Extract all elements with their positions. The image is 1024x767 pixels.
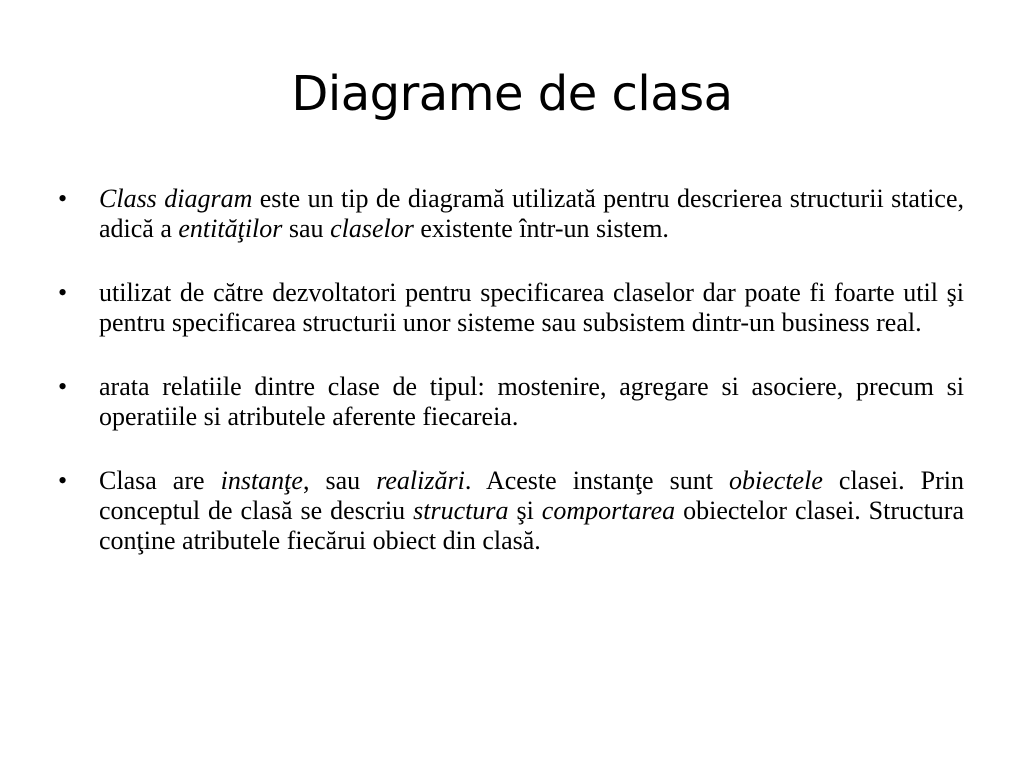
text-run: Clasa are bbox=[99, 466, 221, 495]
emphasized-term: claselor bbox=[330, 214, 414, 243]
bullet-item bbox=[58, 466, 964, 556]
bullet-text bbox=[99, 184, 964, 244]
text-run: obiectelor clasei. Structura conţine atributele fiecărui obiect din clasă. bbox=[99, 496, 964, 555]
slide-title: Diagrame de clasa bbox=[291, 66, 733, 122]
emphasized-term: comportarea bbox=[541, 496, 676, 525]
emphasized-term: structura bbox=[413, 496, 509, 525]
text-run: , sau bbox=[302, 466, 377, 495]
bullet-icon: • bbox=[58, 372, 68, 401]
bullet-text bbox=[99, 278, 964, 338]
text-run: utilizat de către dezvoltatori pentru specificarea claselor dar poate fi foarte util şi pentru specificarea structurii unor sisteme sau subsistem dintr-un business real. bbox=[99, 278, 964, 337]
emphasized-term: realizări bbox=[376, 466, 465, 495]
bullet-text bbox=[99, 466, 964, 556]
bullet-item bbox=[58, 372, 964, 432]
bullet-text bbox=[99, 372, 964, 432]
text-run: existente într-un sistem. bbox=[413, 214, 669, 243]
emphasized-term: entităţilor bbox=[178, 214, 283, 243]
text-run: . Aceste instanţe sunt bbox=[464, 466, 730, 495]
emphasized-term: obiectele bbox=[729, 466, 823, 495]
text-run: clasei. Prin conceptul de clasă se descriu bbox=[99, 466, 964, 525]
bullet-item bbox=[58, 184, 964, 244]
text-run: este un tip de diagramă utilizată pentru descrierea structurii statice, adică a bbox=[99, 184, 964, 243]
text-run: arata relatiile dintre clase de tipul: mostenire, agregare si asociere, precum si operatiile si atributele aferente fiecareia. bbox=[99, 372, 964, 431]
bullet-list bbox=[58, 184, 964, 556]
bullet-icon: • bbox=[58, 278, 68, 307]
text-run: şi bbox=[508, 496, 542, 525]
bullet-icon: • bbox=[58, 184, 68, 213]
bullet-item bbox=[58, 278, 964, 338]
text-run: sau bbox=[282, 214, 331, 243]
emphasized-term: instanţe bbox=[220, 466, 303, 495]
bullet-icon: • bbox=[58, 466, 68, 495]
emphasized-term: Class diagram bbox=[99, 184, 253, 213]
